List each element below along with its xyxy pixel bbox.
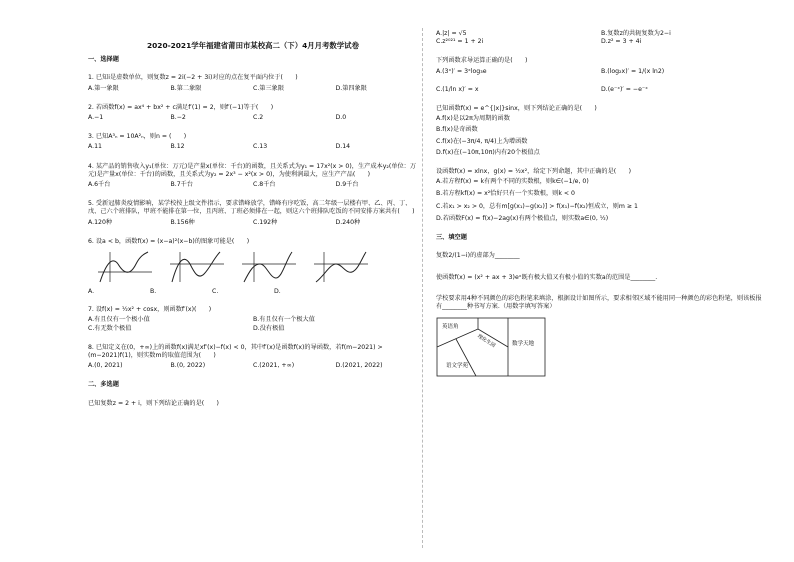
- question-6-labels: [88, 288, 418, 296]
- question-1: 1. 已知i是虚数单位，则复数z = 2i(−2 + 3i)对应的点在复平面内位于( ): [88, 74, 298, 82]
- graph-label: D.: [274, 288, 281, 296]
- question-3-options: [88, 143, 418, 151]
- region-label: 数学天地: [512, 341, 535, 348]
- option[interactable]: D.没有极值: [253, 324, 285, 332]
- question-12-options: [436, 178, 766, 223]
- option[interactable]: C.有无数个极值: [88, 324, 132, 332]
- region-label: 语文学苑: [446, 363, 469, 370]
- left-column: [88, 30, 418, 410]
- option[interactable]: C.(1/ln x)′ = x: [436, 85, 479, 93]
- option[interactable]: B.−2: [170, 114, 186, 122]
- question-9-options: [436, 30, 766, 46]
- section-fill-in: 三、填空题: [436, 234, 467, 242]
- option[interactable]: D.f(x)在(−10π,10π)内有20个极值点: [436, 148, 540, 156]
- question-2: 2. 若函数f(x) = ax⁴ + bx² + c满足f′(1) = 2，则f′(−1)等于( ): [88, 103, 274, 111]
- option[interactable]: A.−1: [88, 114, 104, 122]
- graph-d[interactable]: [312, 250, 370, 284]
- option[interactable]: B.12: [170, 143, 185, 151]
- option[interactable]: A.(0, 2021): [88, 362, 123, 370]
- section-multi-choice: 二、多选题: [88, 381, 119, 389]
- question-8: 8. 已知定义在(0，+∞)上的函数f(x)满足xf′(x)−f(x) < 0，其中f′(x)是函数f(x)的导函数，若f(m−2021) > (m−2021)f(1)，则实数m的取值范围为( ): [88, 343, 383, 360]
- option[interactable]: B.f(x)是奇函数: [436, 126, 478, 134]
- option[interactable]: A.f(x)是以2π为周期的函数: [436, 115, 510, 123]
- option[interactable]: B.156种: [170, 218, 195, 226]
- board-layout-diagram: [436, 317, 546, 377]
- option[interactable]: C.13: [253, 143, 268, 151]
- question-5-options: [88, 219, 418, 227]
- option[interactable]: D.0: [335, 114, 347, 122]
- option[interactable]: D.(2021, 2022): [335, 362, 383, 370]
- region-label: 理化生园: [476, 333, 497, 350]
- question-8-options: [88, 362, 418, 370]
- option[interactable]: D.(e⁻ˣ)′ = −e⁻ˣ: [601, 85, 648, 93]
- option[interactable]: B.有且仅有一个极大值: [253, 316, 315, 324]
- question-2-options: [88, 114, 418, 122]
- option[interactable]: A.|z| = √5: [436, 30, 467, 37]
- question-3: 3. 已知A³ₙ = 10A²ₙ，则n = ( ): [88, 133, 187, 141]
- option[interactable]: A.第一象限: [88, 84, 119, 92]
- option[interactable]: A.有且仅有一个极小值: [88, 316, 150, 324]
- option[interactable]: A.11: [88, 143, 102, 151]
- question-11-options: [436, 115, 766, 157]
- graph-a[interactable]: [96, 250, 154, 284]
- option[interactable]: C.f(x)在(−3π/4, π/4)上为增函数: [436, 137, 528, 145]
- question-4: 4. 某产品的销售收入y₁(单位：万元)是产量x(单位：千台)的函数，且关系式为y₁ = 17x²(x > 0)，生产成本y₂(单位：万元)是产量x(单位：千台)的函数，且关系式为y₂ = 2x³ − x²(x > 0)，为使利润最大，应生产产品( ): [88, 162, 417, 178]
- option[interactable]: C.2: [253, 114, 264, 122]
- option[interactable]: B.(0, 2022): [170, 362, 206, 370]
- right-column: [436, 30, 766, 380]
- question-6: 6. 设a < b，函数f(x) = (x−a)²(x−b)的图象可能是( ): [88, 237, 250, 245]
- question-10: 下列函数求导运算正确的是( ): [436, 57, 528, 65]
- option[interactable]: D.z² = 3 + 4i: [601, 38, 642, 46]
- graph-c[interactable]: [240, 250, 298, 284]
- fold-line: [422, 28, 423, 548]
- option[interactable]: D.9千台: [335, 181, 359, 189]
- option[interactable]: B.复数z的共轭复数为2−i: [601, 30, 671, 37]
- option[interactable]: B.第二象限: [170, 84, 202, 92]
- graph-label: C.: [212, 288, 219, 296]
- option[interactable]: B.(log₂x)′ = 1/(x ln2): [601, 67, 665, 75]
- option[interactable]: B.7千台: [170, 181, 194, 189]
- option[interactable]: D.14: [335, 143, 351, 151]
- option[interactable]: A.(3ˣ)′ = 3ˣlog₃e: [436, 67, 487, 75]
- page-title: 2020-2021学年福建省莆田市某校高二（下）4月月考数学试卷: [147, 41, 359, 50]
- question-13: 复数2/(1−i)的虚部为________: [436, 252, 520, 260]
- question-4-options: [88, 181, 418, 189]
- question-11: 已知函数f(x) = e^{|x|}sinx，则下列结论正确的是( ): [436, 105, 597, 113]
- question-9: 已知复数z = 2 + i，则下列结论正确的是( ): [88, 399, 219, 407]
- option[interactable]: C.(2021, +∞): [253, 362, 295, 370]
- region-label: 英语角: [442, 324, 459, 331]
- question-7: 7. 设f(x) = ½x² + cosx，则函数f′(x)( ): [88, 306, 212, 314]
- option[interactable]: A.若方程f(x) = k有两个不同的实数根，则k∈(−1/e, 0): [436, 178, 589, 186]
- question-7-options: [88, 316, 418, 332]
- option[interactable]: C.第三象限: [253, 84, 285, 92]
- graph-label: B.: [150, 288, 157, 296]
- section-single-choice: 一、选择题: [88, 56, 119, 64]
- graph-b[interactable]: [168, 250, 226, 284]
- option[interactable]: C.8千台: [253, 181, 276, 189]
- question-5: 5. 受新冠肺炎疫情影响，某学校按上级文件指示，要求错峰放学，错峰有序吃饭，高二年级一层楼有甲、乙、丙、丁、戊、己六个班排队，甲班不能排在第一位，且丙班、丁班必须排在一起，则这六个班排队吃饭的不同安排方案共有( ): [88, 200, 415, 216]
- question-12: 设函数f(x) = xlnx，g(x) = ½x²，给定下列命题，其中正确的是( ): [436, 168, 632, 176]
- option[interactable]: C.192种: [253, 218, 278, 226]
- option[interactable]: D.240种: [335, 218, 361, 226]
- option[interactable]: A.120种: [88, 218, 113, 226]
- option[interactable]: D.若函数F(x) = f(x)−2ag(x)有两个极值点，则实数a∈(0, ½): [436, 214, 609, 222]
- question-1-options: [88, 85, 418, 93]
- option[interactable]: C.若x₁ > x₂ > 0，总有m[g(x₁)−g(x₂)] > f(x₁)−f(x₂)恒成立，则m ≥ 1: [436, 202, 638, 210]
- option[interactable]: B.若方程kf(x) = x²恰好只有一个实数根，则k < 0: [436, 190, 575, 198]
- question-6-graphs: [96, 250, 418, 284]
- region-diagram: [436, 317, 766, 380]
- question-15: 学校要求用4种不同颜色的彩色粉笔来填涂，根据设计如图所示，要求相邻区域不能用同一种颜色的彩色粉笔，则该板报有________种书写方案.（用数字填写答案）: [436, 294, 762, 310]
- option[interactable]: C.z²⁰²¹ = 1 + 2i: [436, 38, 484, 46]
- question-14: 使函数f(x) = (x² + ax + 3)eˣ既有极大值又有极小值的实数a的范围是________.: [436, 274, 658, 282]
- option[interactable]: A.6千台: [88, 181, 111, 189]
- question-10-options: [436, 68, 766, 94]
- option[interactable]: D.第四象限: [335, 84, 367, 92]
- graph-label: A.: [88, 288, 95, 296]
